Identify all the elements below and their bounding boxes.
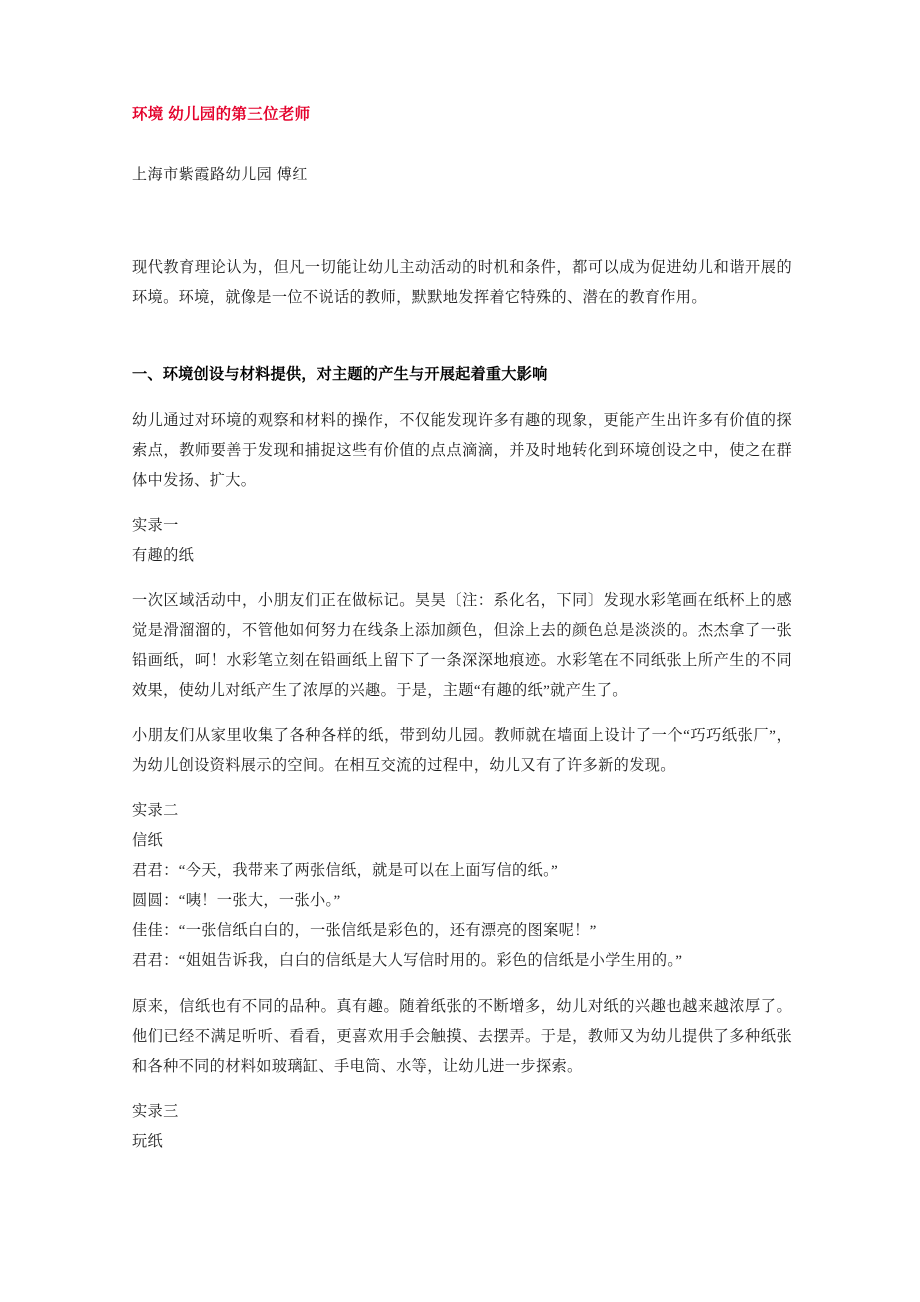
record-label: 实录一: [132, 516, 179, 534]
record-one: [132, 511, 792, 781]
dialogue-line: 君君：“今天，我带来了两张信纸，就是可以在上面写信的纸。”: [132, 862, 559, 880]
intro-spacer: [132, 186, 792, 238]
record-paragraph: 小朋友们从家里收集了各种各样的纸，带到幼儿园。教师就在墙面上设计了一个“巧巧纸张厂”，为幼儿创设资料展示的空间。在相互交流的过程中，幼儿又有了许多新的发现。: [132, 727, 792, 775]
intro-paragraph: 现代教育理论认为，但凡一切能让幼儿主动活动的时机和条件，都可以成为促进幼儿和谐开展的环境。环境，就像是一位不说话的教师，默默地发挥着它特殊的、潜在的教育作用。: [132, 259, 792, 307]
record-title: 信纸: [132, 832, 164, 850]
record-three: [132, 1097, 792, 1157]
record-title: 玩纸: [132, 1132, 164, 1150]
dialogue-line: 君君：“姐姐告诉我，白白的信纸是大人写信时用的。彩色的信纸是小学生用的。”: [132, 952, 683, 970]
dialogue-line: 佳佳：“一张信纸白白的，一张信纸是彩色的，还有漂亮的图案呢！”: [132, 922, 597, 940]
record-paragraph: 一次区域活动中，小朋友们正在做标记。昊昊〔注：系化名，下同〕发现水彩笔画在纸杯上的感觉是滑溜溜的，不管他如何努力在线条上添加颜色，但涂上去的颜色总是淡淡的。杰杰拿了一张铅画纸，呵！水彩笔立刻在铅画纸上留下了一条深深地痕迹。水彩笔在不同纸张上所产生的不同效果，使幼儿对纸产生了浓厚的兴趣。于是，主题“有趣的纸”就产生了。: [132, 591, 792, 699]
record-label: 实录三: [132, 1102, 179, 1120]
page-title: 环境 幼儿园的第三位老师: [132, 106, 311, 123]
section-spacer: [132, 328, 792, 360]
section-lead-paragraph: 幼儿通过对环境的观察和材料的操作，不仅能发现许多有趣的现象，更能产生出许多有价值的探索点，教师要善于发现和捕捉这些有价值的点点滴滴，并及时地转化到环境创设之中，使之在群体中发扬、扩大。: [132, 411, 792, 489]
record-two: [132, 796, 792, 1081]
document-content: [132, 104, 792, 1157]
record-title: 有趣的纸: [132, 546, 195, 564]
dialogue-line: 圆圆：“咦！一张大，一张小。”: [132, 892, 341, 910]
record-paragraph: 原来，信纸也有不同的品种。真有趣。随着纸张的不断增多，幼儿对纸的兴趣也越来越浓厚了。他们已经不满足听听、看看，更喜欢用手会触摸、去摆弄。于是，教师又为幼儿提供了多种纸张和各种不同的材料如玻璃缸、手电筒、水等，让幼儿进一步探索。: [132, 997, 792, 1075]
record-label: 实录二: [132, 802, 179, 820]
author-byline: 上海市紫霞路幼儿园 傅红: [132, 167, 308, 183]
section-heading-one: 一、环境创设与材料提供，对主题的产生与开展起着重大影响: [132, 366, 548, 384]
